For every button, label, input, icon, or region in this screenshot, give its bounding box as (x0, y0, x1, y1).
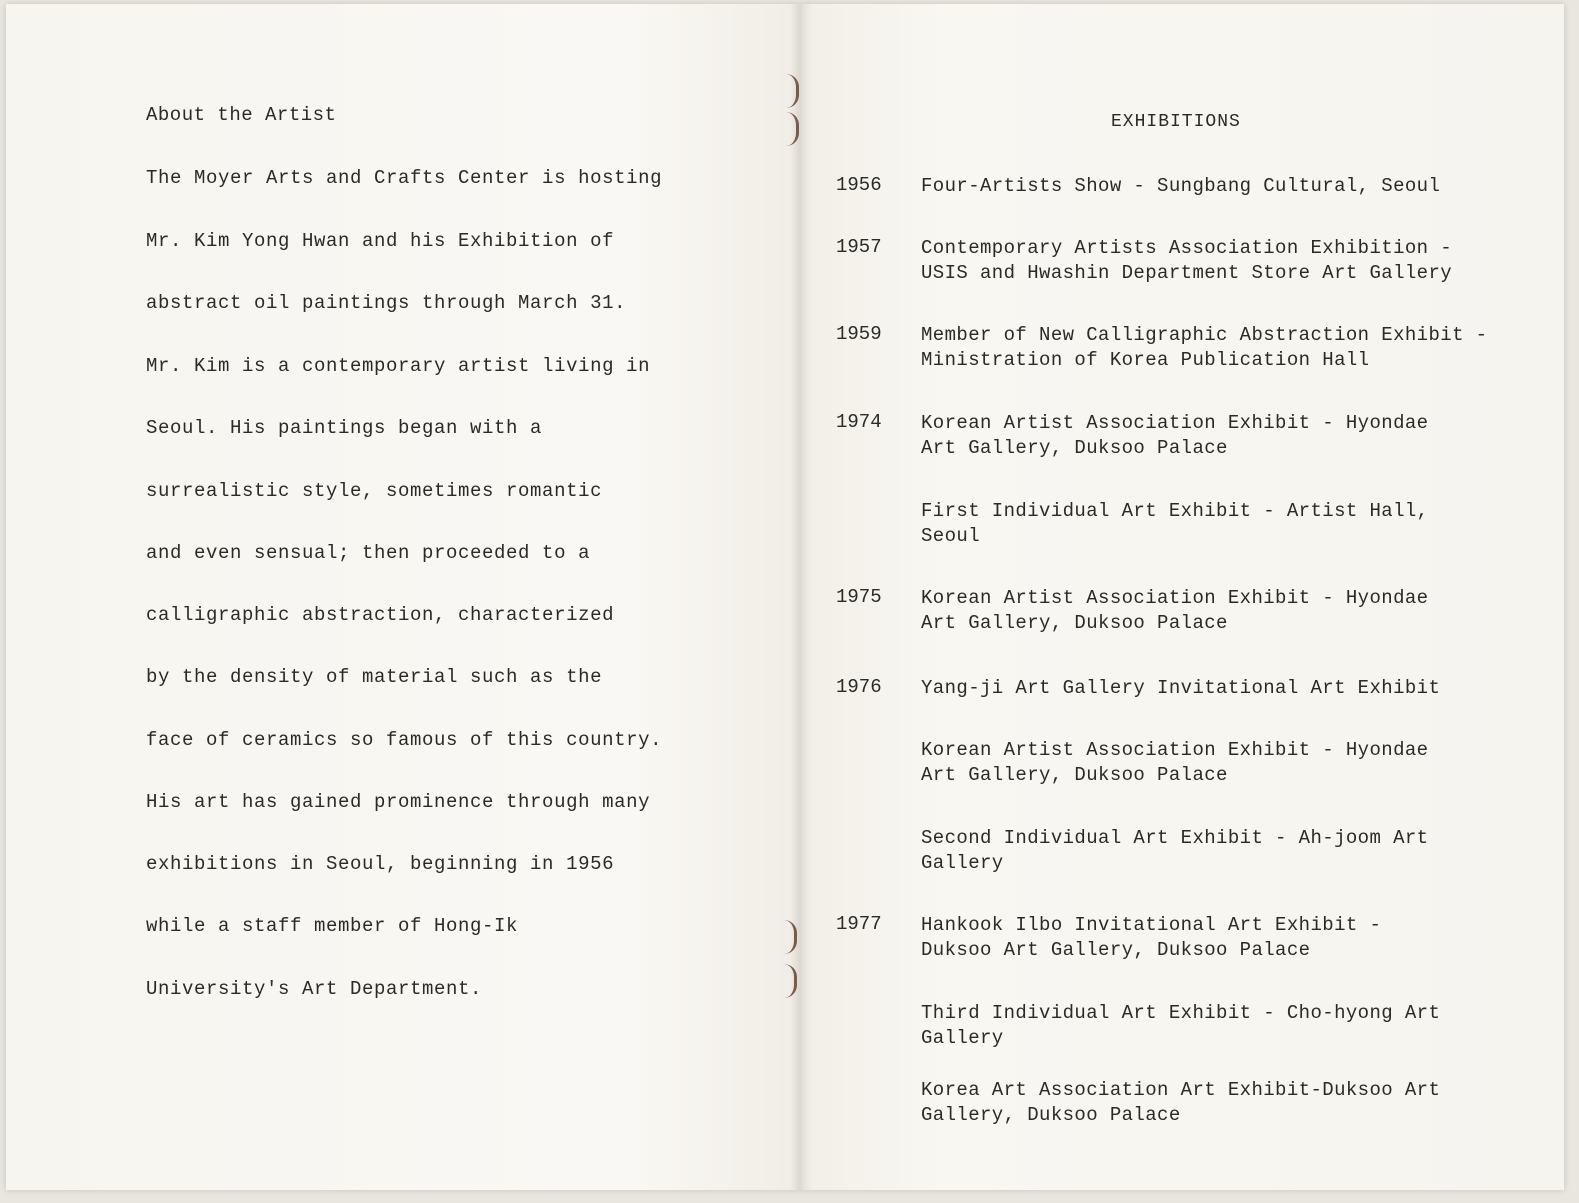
booklet-spread (6, 4, 1564, 1190)
exhibition-year: 1976 (836, 676, 882, 698)
about-line: Mr. Kim Yong Hwan and his Exhibition of (146, 230, 615, 252)
exhibition-year: 1974 (836, 411, 882, 433)
exhibition-year: 1957 (836, 236, 882, 258)
exhibition-text: Korean Artist Association Exhibit - Hyondae Art Gallery, Duksoo Palace (921, 739, 1429, 786)
exhibition-text: Yang-ji Art Gallery Invitational Art Exhibit (921, 677, 1441, 699)
about-line: Seoul. His paintings began with a (146, 417, 543, 439)
about-line: His art has gained prominence through many (146, 791, 651, 813)
exhibition-text: Contemporary Artists Association Exhibition - USIS and Hwashin Department Store Art Gallery (921, 237, 1453, 284)
about-line: Mr. Kim is a contemporary artist living in (146, 355, 651, 377)
exhibition-text: Hankook Ilbo Invitational Art Exhibit - Duksoo Art Gallery, Duksoo Palace (921, 914, 1382, 961)
about-line: calligraphic abstraction, characterized (146, 604, 615, 626)
exhibition-text: Korean Artist Association Exhibit - Hyondae Art Gallery, Duksoo Palace (921, 412, 1429, 459)
exhibitions-heading: EXHIBITIONS (1111, 112, 1241, 132)
about-line: University's Art Department. (146, 978, 483, 1000)
exhibition-year: 1956 (836, 174, 882, 196)
exhibition-year: 1977 (836, 913, 882, 935)
exhibition-text: Second Individual Art Exhibit - Ah-joom Art Gallery (921, 827, 1429, 874)
about-line: exhibitions in Seoul, beginning in 1956 (146, 853, 615, 875)
about-line: The Moyer Arts and Crafts Center is hosting (146, 167, 663, 189)
exhibition-text: Korean Artist Association Exhibit - Hyondae Art Gallery, Duksoo Palace (921, 587, 1429, 634)
about-line: while a staff member of Hong-Ik (146, 915, 519, 937)
exhibition-year: 1975 (836, 586, 882, 608)
exhibition-text: Third Individual Art Exhibit - Cho-hyong Art Gallery (921, 1002, 1441, 1049)
about-line: and even sensual; then proceeded to a (146, 542, 591, 564)
exhibition-text: Korea Art Association Art Exhibit-Duksoo Art Gallery, Duksoo Palace (921, 1079, 1441, 1126)
exhibition-text: Four-Artists Show - Sungbang Cultural, Seoul (921, 175, 1441, 197)
about-heading: About the Artist (146, 104, 337, 126)
center-fold (790, 4, 812, 1190)
exhibition-year: 1959 (836, 323, 882, 345)
about-line: abstract oil paintings through March 31. (146, 292, 627, 314)
exhibition-text: Member of New Calligraphic Abstraction Exhibit - Ministration of Korea Publication Hall (921, 324, 1488, 371)
about-line: by the density of material such as the (146, 666, 603, 688)
about-line: face of ceramics so famous of this country. (146, 729, 663, 751)
about-line: surrealistic style, sometimes romantic (146, 480, 603, 502)
exhibition-text: First Individual Art Exhibit - Artist Hall, Seoul (921, 500, 1429, 547)
